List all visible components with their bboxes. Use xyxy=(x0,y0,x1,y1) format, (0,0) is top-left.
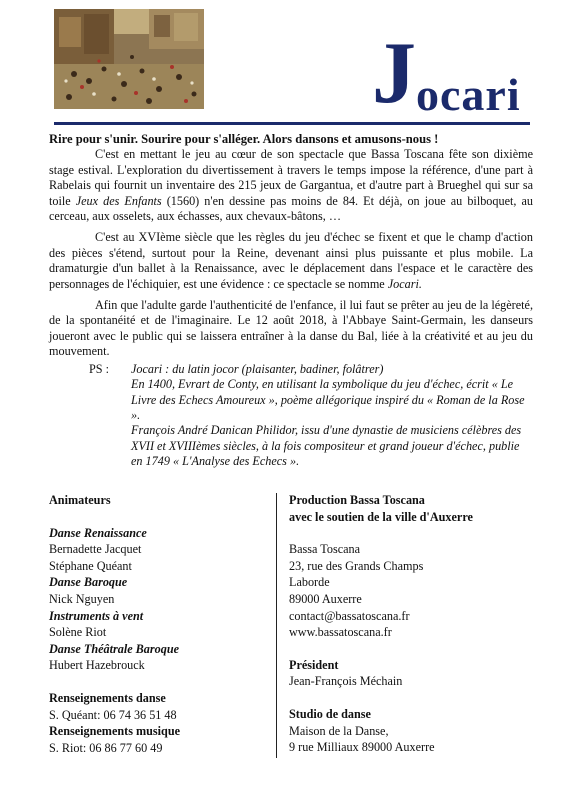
paragraph-1-italic: Jeux des Enfants xyxy=(75,193,162,208)
website-link[interactable]: www.bassatoscana.fr xyxy=(289,625,392,640)
production-heading-line-1: Production Bassa Toscana xyxy=(289,493,425,507)
spacer xyxy=(49,509,269,525)
animateurs-heading: Animateurs xyxy=(49,493,111,507)
animateur-name: Bernadette Jacquet xyxy=(49,542,142,557)
brueghel-painting-image xyxy=(54,9,204,109)
danse-renaissance-heading: Danse Renaissance xyxy=(49,525,147,540)
spacer xyxy=(289,641,539,657)
painting-illustration xyxy=(54,9,204,109)
header-divider xyxy=(54,122,530,125)
ps-line-1: Jocari : du latin jocor (plaisanter, badiner, folâtrer) xyxy=(131,361,384,376)
instruments-heading: Instruments à vent xyxy=(49,608,144,623)
paragraph-2 xyxy=(49,230,533,292)
title-initial: J xyxy=(372,25,416,122)
address-line: 89000 Auxerre xyxy=(289,591,362,606)
animateur-name: Hubert Hazebrouck xyxy=(49,658,145,673)
ps-line-2: En 1400, Evrart de Conty, en utilisant la symbolique du jeu d'échec, écrit « Le Livre des Echecs Amoureux », poème allégorique inspiré du « Roman de la Rose ». xyxy=(131,377,525,422)
spacer xyxy=(289,525,539,541)
president-heading: Président xyxy=(289,657,339,672)
paragraph-2-text: C'est au XVIème siècle que les règles du jeu d'échec se fixent et que le champ d'action des pièces s'étend, surtout pour la Reine, devenant ainsi plus puissante et plus mobile. La dramaturgie d'un ballet à la Renaissance, avec le déplacement dans l'espace et le caractère des personnages de l'échiquier, est une évidence : ce spectacle se nomme xyxy=(49,230,533,291)
address-line: Bassa Toscana xyxy=(289,542,361,557)
paragraph-1 xyxy=(49,147,533,224)
paragraph-3: Afin que l'adulte garde l'authenticité de l'enfance, il lui faut se prêter au jeu de la légèreté, de la spontanéité et de l'imaginaire. Le 12 août 2018, à l'Abbaye Saint-Germain, les danseurs joueront avec le public qui se laissera entraîner à la danse du Bal, liée à la créativité et au jeu du mouvement. xyxy=(49,298,533,359)
animateurs-column xyxy=(49,492,269,756)
renseignements-danse-phone: S. Quéant: 06 74 36 51 48 xyxy=(49,707,177,722)
main-text xyxy=(49,132,533,470)
animateur-name: Nick Nguyen xyxy=(49,591,115,606)
animateur-name: Solène Riot xyxy=(49,625,107,640)
address-line: 23, rue des Grands Champs xyxy=(289,558,424,573)
animateur-name: Stéphane Quéant xyxy=(49,558,132,573)
production-column xyxy=(289,492,539,756)
renseignements-musique-heading: Renseignements musique xyxy=(49,724,181,739)
danse-baroque-heading: Danse Baroque xyxy=(49,575,128,590)
spacer xyxy=(49,674,269,690)
paragraph-1-text-a: C'est en mettant le jeu au cœur de son spectacle que Bassa Toscana fête son dixième stage estival. L'exploration du divertissement à travers le temps impose la référence, d'une part à Rabelais qui fournit un inventaire des 215 jeux de Gargantua, et d'autre part à Brueghel qui sur sa toile xyxy=(49,147,533,208)
address-line: Laborde xyxy=(289,575,330,590)
studio-line: Maison de la Danse, xyxy=(289,723,389,738)
production-heading-line-2: avec le soutien de la ville d'Auxerre xyxy=(289,509,473,524)
title-rest: ocari xyxy=(416,69,521,120)
ps-body xyxy=(131,362,533,470)
renseignements-musique-phone: S. Riot: 06 86 77 60 49 xyxy=(49,740,163,755)
lead-sentence: Rire pour s'unir. Sourire pour s'alléger. Alors dansons et amusons-nous ! xyxy=(49,132,439,146)
paragraph-2-italic: Jocari. xyxy=(387,276,422,291)
studio-line: 9 rue Milliaux 89000 Auxerre xyxy=(289,740,435,755)
column-divider xyxy=(276,493,277,758)
page-title xyxy=(372,25,532,122)
paragraph-1-text-b: (1560) n'en dessine pas moins de 84. Et déjà, on joue au bilboquet, au cerceau, aux osselets, aux échasses, aux chevaux-bâtons, … xyxy=(49,193,533,224)
ps-line-3: François André Danican Philidor, issu d'une dynastie de musiciens célèbres des XVII et XVIIIèmes siècles, à la fois compositeur et grand joueur d'échec, publie en 1749 « L'Analyse des Echecs ». xyxy=(131,423,522,469)
studio-heading: Studio de danse xyxy=(289,706,371,721)
postscript xyxy=(49,362,533,470)
contact-email-link[interactable]: contact@bassatoscana.fr xyxy=(289,608,410,623)
president-name: Jean-François Méchain xyxy=(289,674,403,689)
spacer xyxy=(289,690,539,706)
ps-label: PS : xyxy=(89,361,109,376)
danse-theatrale-heading: Danse Théâtrale Baroque xyxy=(49,641,180,656)
renseignements-danse-heading: Renseignements danse xyxy=(49,690,166,705)
